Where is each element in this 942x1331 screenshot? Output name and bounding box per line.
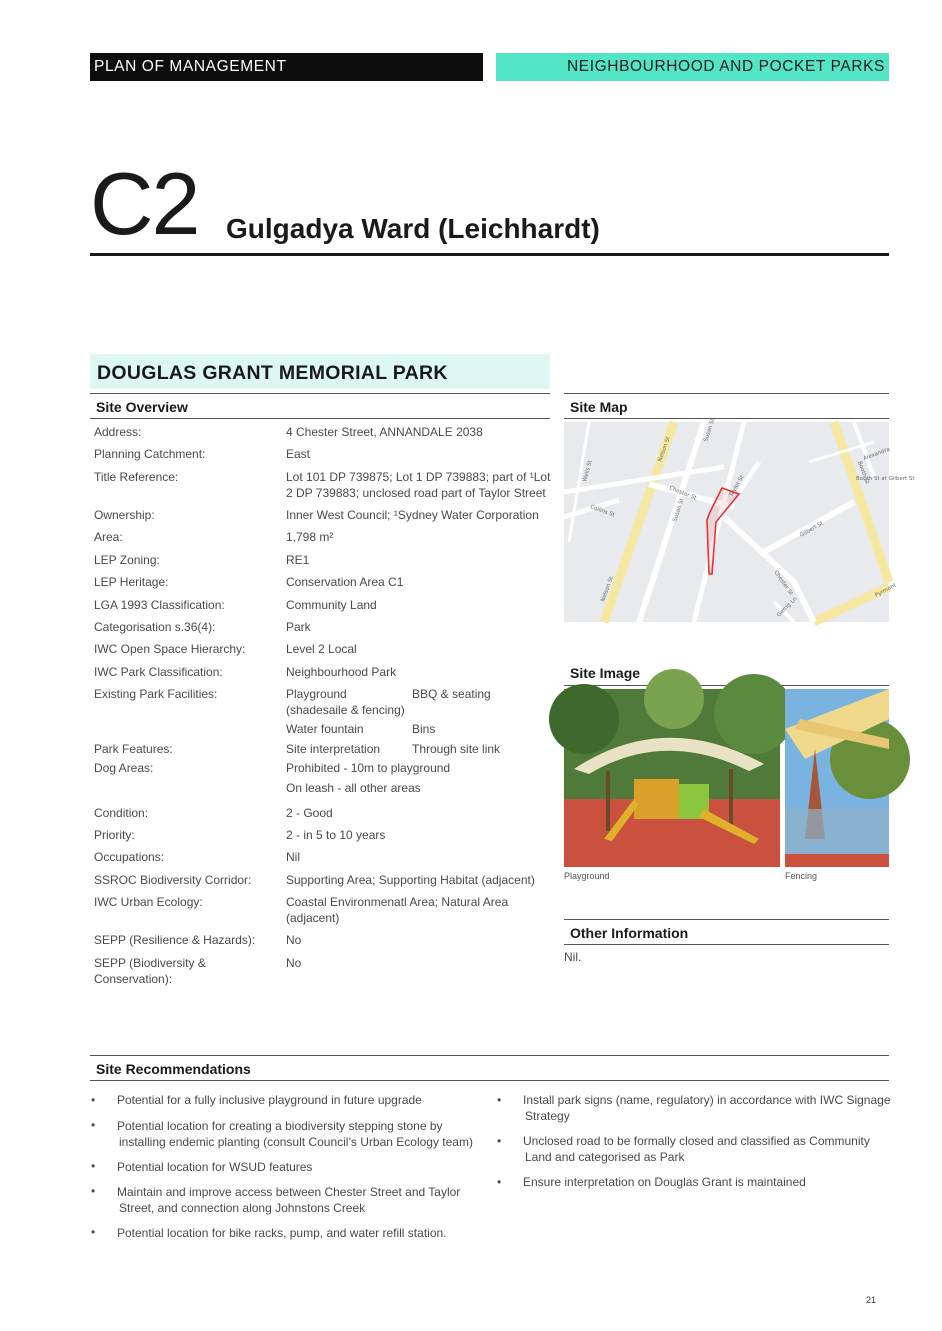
dog-on-leash: On leash - all other areas [286, 781, 421, 795]
list-item: Ensure interpretation on Douglas Grant is maintained [523, 1175, 806, 1189]
map-label: Booth St [856, 460, 870, 485]
map-label: Alexandra [862, 446, 891, 462]
ov-label: Categorisation s.36(4): [94, 620, 216, 634]
facility-bbq: BBQ & seating [412, 687, 491, 701]
map-label: Collins St [589, 504, 616, 519]
ov-label: Area: [94, 530, 123, 544]
ov-value: 2 - Good [286, 806, 333, 820]
map-label: Susan St [672, 497, 686, 523]
ov-label: Priority: [94, 828, 135, 842]
ov-value-cont: 2 DP 739883; unclosed road part of Taylor Street [286, 486, 546, 500]
facility-playground: Playground [286, 687, 347, 701]
list-item-cont: Land and categorised as Park [525, 1150, 685, 1164]
urban-ecology-value: Coastal Environmenatl Area; Natural Area [286, 895, 509, 909]
ov-label: IWC Park Classification: [94, 665, 223, 679]
ov-label-dog: Dog Areas: [94, 761, 154, 775]
list-item-cont: installing endemic planting (consult Council’s Urban Ecology team) [119, 1135, 473, 1149]
ward-title: Gulgadya Ward (Leichhardt) [226, 213, 600, 244]
site-overview-heading: Site Overview [90, 393, 550, 419]
bullet: • [91, 1093, 96, 1107]
ov-value: 4 Chester Street, ANNANDALE 2038 [286, 425, 483, 439]
dog-prohibited: Prohibited - 10m to playground [286, 761, 451, 775]
header-right-bar: NEIGHBOURHOOD AND POCKET PARKS [496, 53, 889, 81]
map-label: Gerrig Ln [776, 596, 799, 619]
urban-ecology-value-cont: (adjacent) [286, 911, 340, 925]
site-map-heading: Site Map [564, 393, 889, 419]
header-left-bar: PLAN OF MANAGEMENT [90, 53, 483, 81]
bullet: • [91, 1184, 96, 1198]
fencing-image [785, 689, 889, 867]
ov-label: Condition: [94, 806, 149, 820]
ov-label: Planning Catchment: [94, 447, 206, 461]
list-item: Maintain and improve access between Chester Street and Taylor [117, 1185, 461, 1199]
ov-value: 1,798 m² [286, 530, 334, 544]
list-item: Potential location for creating a biodiversity stepping stone by [117, 1119, 443, 1133]
playground-image [564, 689, 780, 867]
ov-label: LEP Heritage: [94, 575, 169, 589]
map-label: Chester St [668, 485, 698, 502]
ov-label: LEP Zoning: [94, 553, 160, 567]
feature-interpretation: Site interpretation [286, 742, 381, 756]
map-label: Susan St [703, 417, 717, 443]
ov-value: Level 2 Local [286, 642, 357, 656]
park-name: DOUGLAS GRANT MEMORIAL PARK [90, 354, 550, 389]
list-item: Potential location for WSUD features [117, 1160, 313, 1174]
other-info-text: Nil. [564, 950, 582, 964]
ov-value: Inner West Council; ¹Sydney Water Corporation [286, 508, 539, 522]
ov-value: Community Land [286, 598, 377, 612]
map-label: Taylor St [728, 474, 746, 498]
ov-label-sepp-biodiversity: SEPP (Biodiversity & [94, 956, 206, 970]
bullet: • [91, 1225, 96, 1239]
ov-label-facilities: Existing Park Facilities: [94, 687, 218, 701]
map-label: Chester St [772, 569, 794, 597]
playground-caption: Playground [564, 871, 610, 881]
ov-value: Lot 101 DP 739875; Lot 1 DP 739883; part of ¹Lot [286, 470, 551, 484]
ov-label-urban-ecology: IWC Urban Ecology: [94, 895, 203, 909]
site-map [564, 417, 915, 622]
ov-value: Neighbourhood Park [286, 665, 397, 679]
list-item: Install park signs (name, regulatory) in accordance with IWC Signage [523, 1093, 891, 1107]
ov-label: Title Reference: [94, 470, 179, 484]
site-image-heading: Site Image [564, 660, 889, 686]
list-item-cont: Street, and connection along Johnstons Creek [119, 1201, 366, 1215]
ov-label: Address: [94, 425, 142, 439]
ov-value: RE1 [286, 553, 310, 567]
map-label: Nelson St [600, 576, 615, 603]
ov-label: LGA 1993 Classification: [94, 598, 225, 612]
list-item: Unclosed road to be formally closed and classified as Community [523, 1134, 870, 1148]
ov-label: Occupations: [94, 850, 165, 864]
recommendations-heading: Site Recommendations [90, 1055, 889, 1081]
ov-value: Conservation Area C1 [286, 575, 404, 589]
ov-label: SSROC Biodiversity Corridor: [94, 873, 252, 887]
title-divider [90, 253, 889, 256]
ov-label-sepp-resilience: SEPP (Resilience & Hazards): [94, 933, 256, 947]
playground-photo [564, 689, 780, 867]
ov-value: Supporting Area; Supporting Habitat (adjacent) [286, 873, 535, 887]
ov-value: Nil [286, 850, 300, 864]
ov-label-sepp-biodiversity-cont: Conservation): [94, 972, 173, 986]
list-item-cont: Strategy [525, 1109, 570, 1123]
map-label: Pyrmont [874, 582, 898, 599]
list-item: Potential location for bike racks, pump, and water refill station. [117, 1226, 447, 1240]
bullet: • [497, 1093, 502, 1107]
ov-label: IWC Open Space Hierarchy: [94, 642, 246, 656]
bullet: • [497, 1134, 502, 1148]
list-item: Potential for a fully inclusive playground in future upgrade [117, 1093, 422, 1107]
feature-site-link: Through site link [412, 742, 501, 756]
facility-water-fountain: Water fountain [286, 722, 364, 736]
page-number: 21 [866, 1295, 877, 1305]
map-label: Wells St [582, 459, 594, 483]
facility-playground-note: (shadesaile & fencing) [286, 703, 405, 717]
ov-value: 2 - in 5 to 10 years [286, 828, 386, 842]
sepp-biodiversity-value: No [286, 956, 302, 970]
ov-value: Park [286, 620, 311, 634]
sepp-resilience-value: No [286, 933, 302, 947]
other-info-heading: Other Information [564, 919, 889, 945]
section-code: C2 [90, 154, 199, 253]
ov-label: Ownership: [94, 508, 155, 522]
ov-label-features: Park Features: [94, 742, 173, 756]
facility-bins: Bins [412, 722, 436, 736]
bullet: • [497, 1175, 502, 1189]
map-label: Gilbert St [799, 520, 825, 539]
map-label: Nelson St [657, 436, 672, 463]
site-map-graphic [564, 417, 915, 622]
fencing-caption: Fencing [785, 871, 818, 881]
map-label: Booth St at Gilbert St [856, 476, 915, 482]
fencing-photo [785, 689, 889, 867]
bullet: • [91, 1159, 96, 1173]
bullet: • [91, 1118, 96, 1132]
ov-value: East [286, 447, 311, 461]
